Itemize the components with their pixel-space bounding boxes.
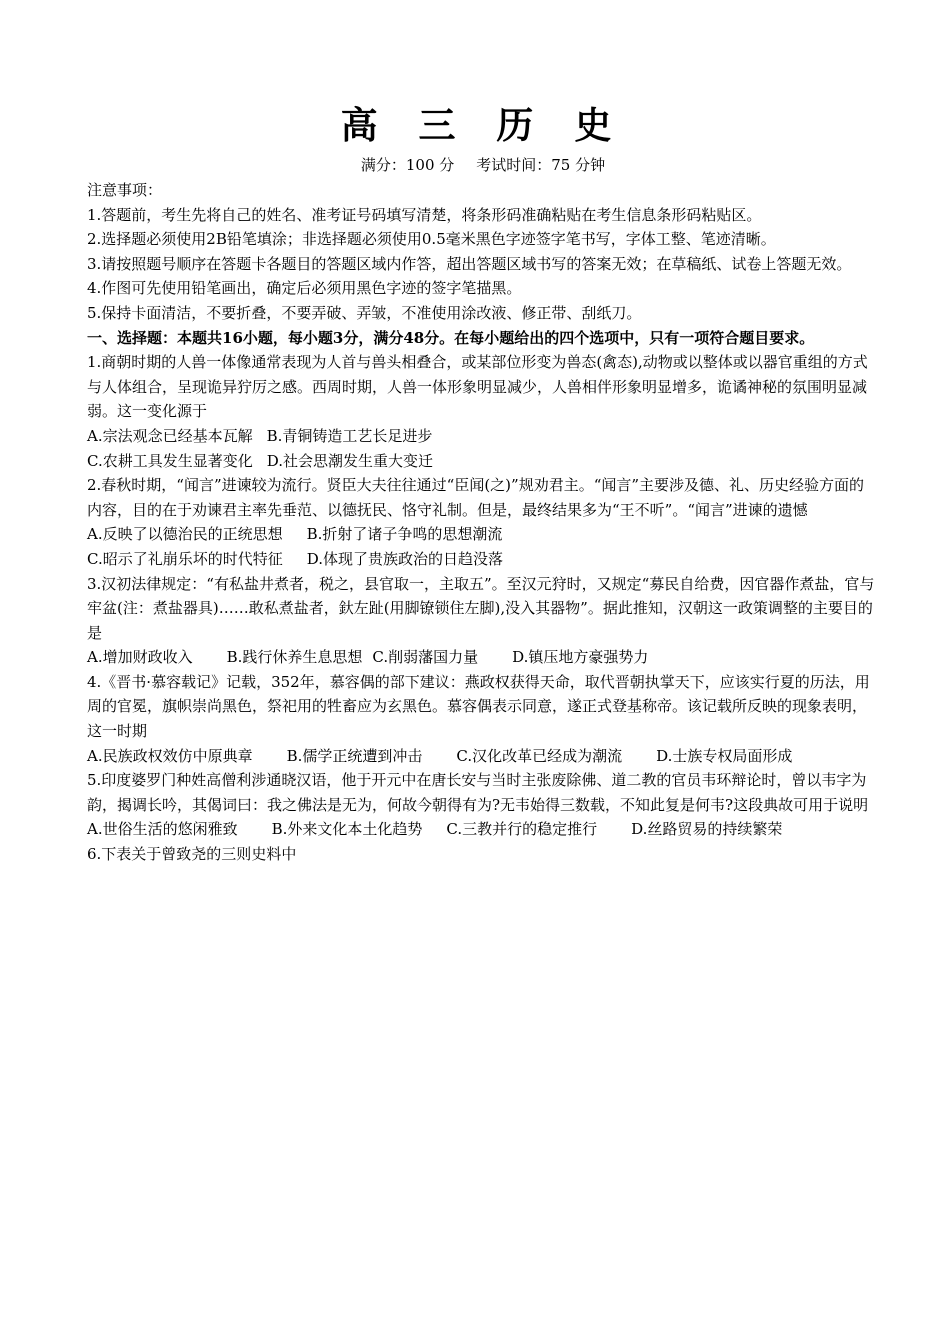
- option-row: [87, 424, 879, 449]
- question-stem: 4.《晋书·慕容载记》记载，352年，慕容偶的部下建议：燕政权获得天命，取代晋朝执掌天下，应该实行夏的历法，用周的官冕，旗帜崇尚黑色，祭祀用的牲畜应为玄黑色。慕容偶表示同意，遂正式登基称帝。该记载所反映的现象表明，这一时期: [87, 672, 870, 741]
- full-score: 满分：100 分: [360, 156, 455, 174]
- notice-item: 4.作图可先使用铅笔画出，确定后必须用黑色字迹的签字笔描黑。: [87, 279, 522, 298]
- option-c: C.汉化改革已经成为潮流: [456, 746, 623, 765]
- option-row: [87, 449, 879, 474]
- notice-item: 3.请按照题号顺序在答题卡各题目的答题区域内作答，超出答题区域书写的答案无效；在草稿纸、试卷上答题无效。: [87, 254, 852, 273]
- option-a: A.反映了以德治民的正统思想: [87, 525, 283, 544]
- option-row: [87, 817, 879, 842]
- question-stem: 6.下表关于曾致尧的三则史料中: [87, 845, 297, 864]
- option-d: D.体现了贵族政治的日趋没落: [306, 549, 503, 568]
- option-b: B.折射了诸子争鸣的思想潮流: [306, 525, 503, 544]
- option-a: A.宗法观念已经基本瓦解: [87, 426, 253, 445]
- notice-item: 5.保持卡面清洁，不要折叠，不要弄破、弄皱，不准使用涂改液、修正带、刮纸刀。: [87, 303, 642, 322]
- option-d: D.镇压地方豪强势力: [512, 648, 649, 667]
- option-d: D.士族专权局面形成: [656, 746, 793, 765]
- option-a: A.增加财政收入: [87, 648, 193, 667]
- exam-meta: [87, 154, 879, 176]
- option-a: A.世俗生活的悠闲雅致: [87, 820, 238, 839]
- notice-item: 1.答题前，考生先将自己的姓名、准考证号码填写清楚，将条形码准确粘贴在考生信息条形码粘贴区。: [87, 205, 762, 224]
- option-row: [87, 522, 879, 547]
- option-a: A.民族政权效仿中原典章: [87, 746, 253, 765]
- question-stem: 3.汉初法律规定：“有私盐井煮者，税之，县官取一，主取五”。至汉元狩时，又规定“募民自给费，因官器作煮盐，官与牢盆(注：煮盐器具)……敢私煮盐者，釱左趾(用脚镣锁住左脚),没入其器物”。据此推知，汉朝这一政策调整的主要目的是: [87, 574, 875, 642]
- notice-item: 2.选择题必须使用2B铅笔填涂；非选择题必须使用0.5毫米黑色字迹签字笔书写，字体工整、笔迹清晰。: [87, 230, 776, 249]
- option-b: B.践行休养生息思想: [226, 648, 363, 667]
- option-c: C.昭示了礼崩乐坏的时代特征: [87, 549, 283, 568]
- option-c: C.削弱藩国力量: [372, 648, 479, 667]
- option-row: [87, 547, 879, 572]
- section-heading: 一、选择题：本题共16小题，每小题3分，满分48分。在每小题给出的四个选项中，只有一项符合题目要求。: [87, 328, 815, 347]
- option-row: [87, 744, 879, 769]
- option-c: C.农耕工具发生显著变化: [87, 451, 253, 470]
- option-c: C.三教并行的稳定推行: [446, 820, 598, 839]
- question-stem: 2.春秋时期，“闻言”进谏较为流行。贤臣大夫往往通过“臣闻(之)”规劝君主。“闻言”主要涉及德、礼、历史经验方面的内容，目的在于劝谏君主率先垂范、以德抚民、恪守礼制。但是，最终结果多为“王不听”。“闻言”进谏的遗憾: [87, 476, 865, 519]
- exam-time: 考试时间：75 分钟: [476, 156, 606, 174]
- question-stem: 1.商朝时期的人兽一体像通常表现为人首与兽头相叠合，或某部位形变为兽态(禽态),动物或以整体或以器官重组的方式与人体组合，呈现诡异狞厉之感。西周时期，人兽一体形象明显减少，人兽相伴形象明显增多，诡谲神秘的氛围明显减弱。这一变化源于: [87, 353, 868, 421]
- page-title: 高 三 历 史: [340, 104, 626, 147]
- option-d: D.社会思潮发生重大变迁: [266, 451, 433, 470]
- option-b: B.儒学正统遭到冲击: [286, 746, 423, 765]
- option-b: B.外来文化本土化趋势: [271, 820, 423, 839]
- option-row: [87, 645, 879, 670]
- option-d: D.丝路贸易的持续繁荣: [631, 820, 783, 839]
- option-b: B.青铜铸造工艺长足进步: [266, 426, 433, 445]
- notice-heading: 注意事项：: [87, 181, 163, 199]
- exam-page: [87, 102, 879, 867]
- question-stem: 5.印度婆罗门种姓高僧利涉通晓汉语，他于开元中在唐长安与当时主张废除佛、道二教的官员韦环辩论时，曾以韦字为韵，揭调长吟，其偈词曰：我之佛法是无为，何故今朝得有为?无韦始得三数载，不知此复是何韦?这段典故可用于说明: [87, 771, 869, 814]
